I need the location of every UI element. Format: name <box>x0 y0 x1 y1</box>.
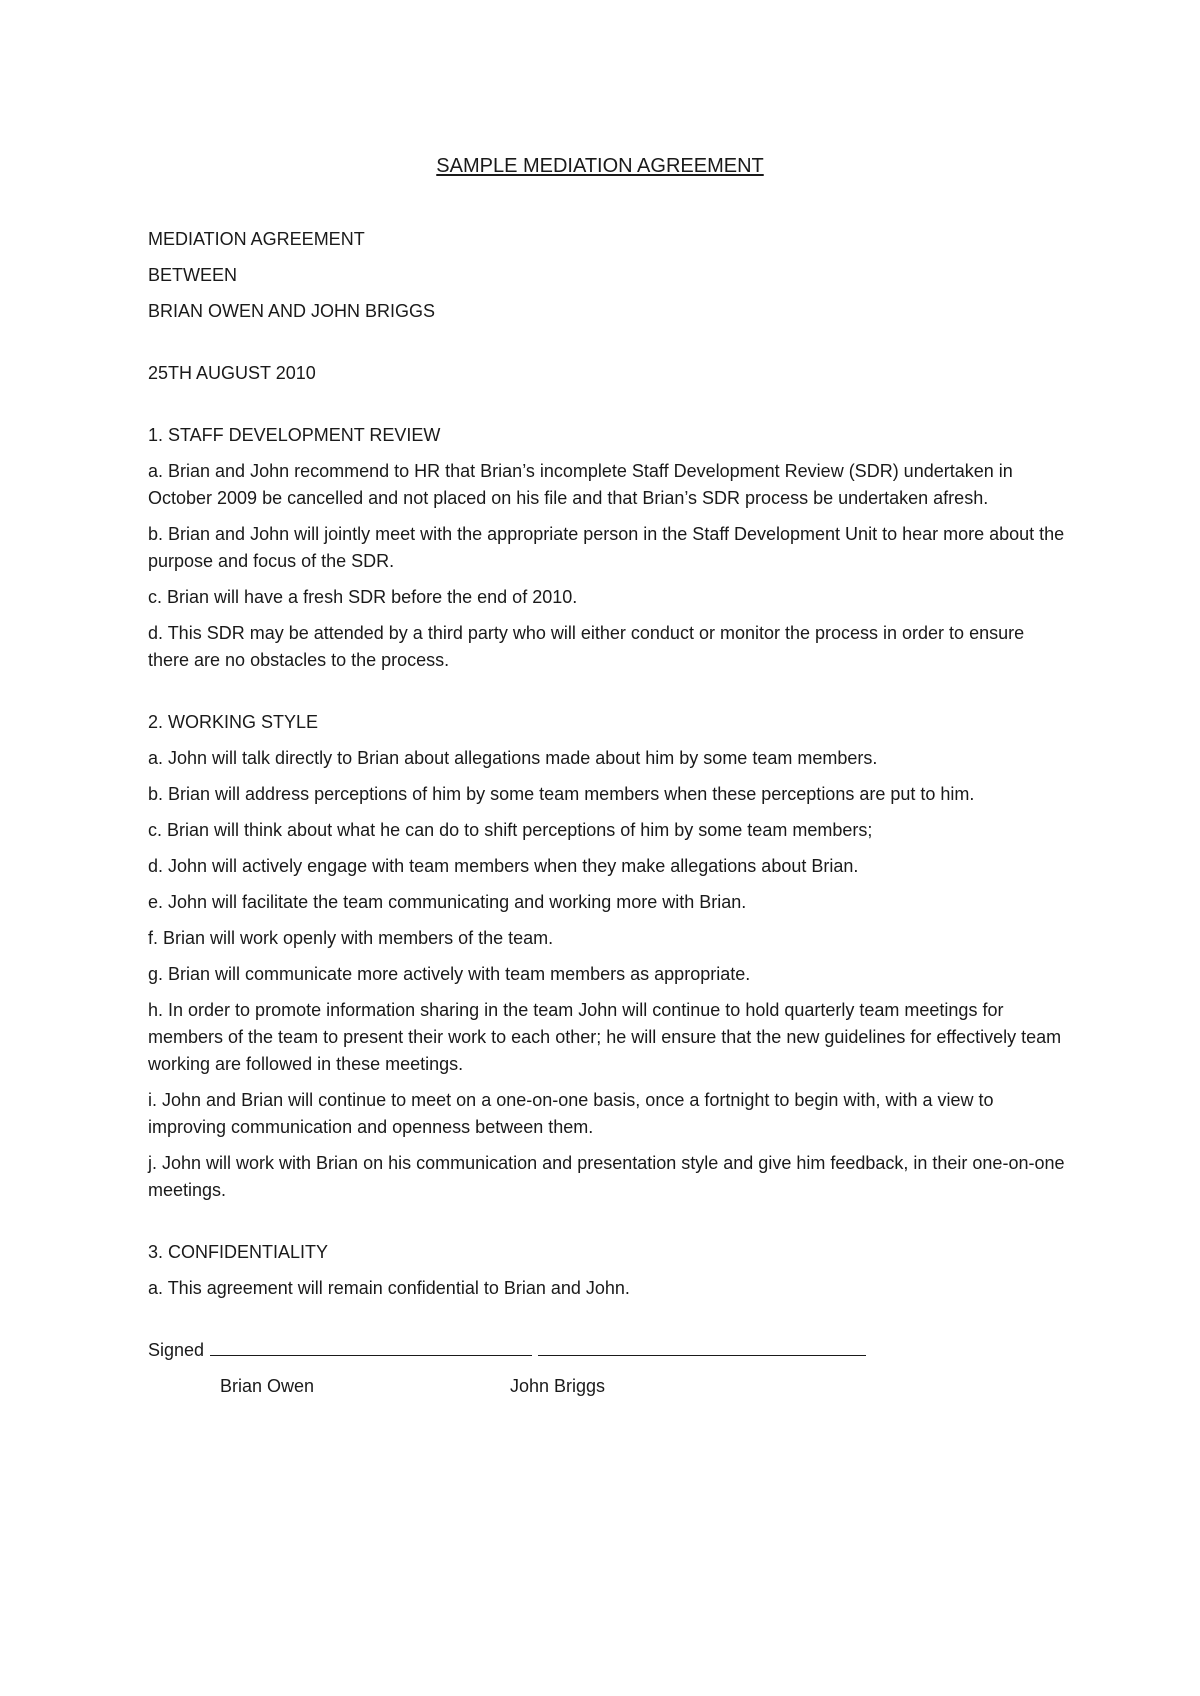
agreement-date: 25TH AUGUST 2010 <box>148 363 316 383</box>
signature-line-john <box>538 1337 866 1356</box>
signature-row <box>148 1337 1068 1364</box>
list-item: d. John will actively engage with team members when they make allegations about Brian. <box>148 856 859 876</box>
list-item: c. Brian will think about what he can do to shift perceptions of him by some team members; <box>148 820 873 840</box>
section-heading: 3. CONFIDENTIALITY <box>148 1242 329 1262</box>
header-line-mediation: MEDIATION AGREEMENT <box>148 229 365 249</box>
signature-line-brian <box>210 1337 532 1356</box>
list-item: h. In order to promote information sharing in the team John will continue to hold quarterly team meetings for members of the team to present their work to each other; he will ensure that the new guidelines for effectively team working are followed in these meetings. <box>148 1000 1062 1074</box>
signatory-names <box>148 1373 1068 1400</box>
section-working-style <box>148 709 1068 1204</box>
document-title: SAMPLE MEDIATION AGREEMENT <box>436 155 764 177</box>
list-item: b. Brian and John will jointly meet with the appropriate person in the Staff Development Unit to hear more about the purpose and focus of the SDR. <box>148 524 1065 571</box>
list-item: g. Brian will communicate more actively with team members as appropriate. <box>148 964 751 984</box>
list-item: e. John will facilitate the team communicating and working more with Brian. <box>148 892 747 912</box>
signed-label: Signed <box>148 1340 205 1360</box>
list-item: b. Brian will address perceptions of him by some team members when these perceptions are put to him. <box>148 784 975 804</box>
list-item: c. Brian will have a fresh SDR before the end of 2010. <box>148 587 578 607</box>
document-body <box>148 226 1068 1400</box>
list-item: d. This SDR may be attended by a third party who will either conduct or monitor the process in order to ensure there are no obstacles to the process. <box>148 623 1025 670</box>
signatory-name-brian: Brian Owen <box>220 1376 315 1396</box>
list-item: i. John and Brian will continue to meet on a one-on-one basis, once a fortnight to begin with, with a view to improving communication and openness between them. <box>148 1090 994 1137</box>
section-heading: 1. STAFF DEVELOPMENT REVIEW <box>148 425 441 445</box>
signatory-name-john: John Briggs <box>510 1376 606 1396</box>
list-item: j. John will work with Brian on his communication and presentation style and give him feedback, in their one-on-one meetings. <box>148 1153 1065 1200</box>
section-staff-development <box>148 422 1068 674</box>
list-item: a. Brian and John recommend to HR that Brian’s incomplete Staff Development Review (SDR) undertaken in October 2009 be cancelled and not placed on his file and that Brian’s SDR process be undertaken afresh. <box>148 461 1013 508</box>
list-item: f. Brian will work openly with members of the team. <box>148 928 554 948</box>
header-line-parties: BRIAN OWEN AND JOHN BRIGGS <box>148 301 436 321</box>
list-item: a. John will talk directly to Brian about allegations made about him by some team members. <box>148 748 878 768</box>
list-item: a. This agreement will remain confidential to Brian and John. <box>148 1278 630 1298</box>
section-heading: 2. WORKING STYLE <box>148 712 319 732</box>
header-line-between: BETWEEN <box>148 265 238 285</box>
section-confidentiality <box>148 1239 1068 1302</box>
